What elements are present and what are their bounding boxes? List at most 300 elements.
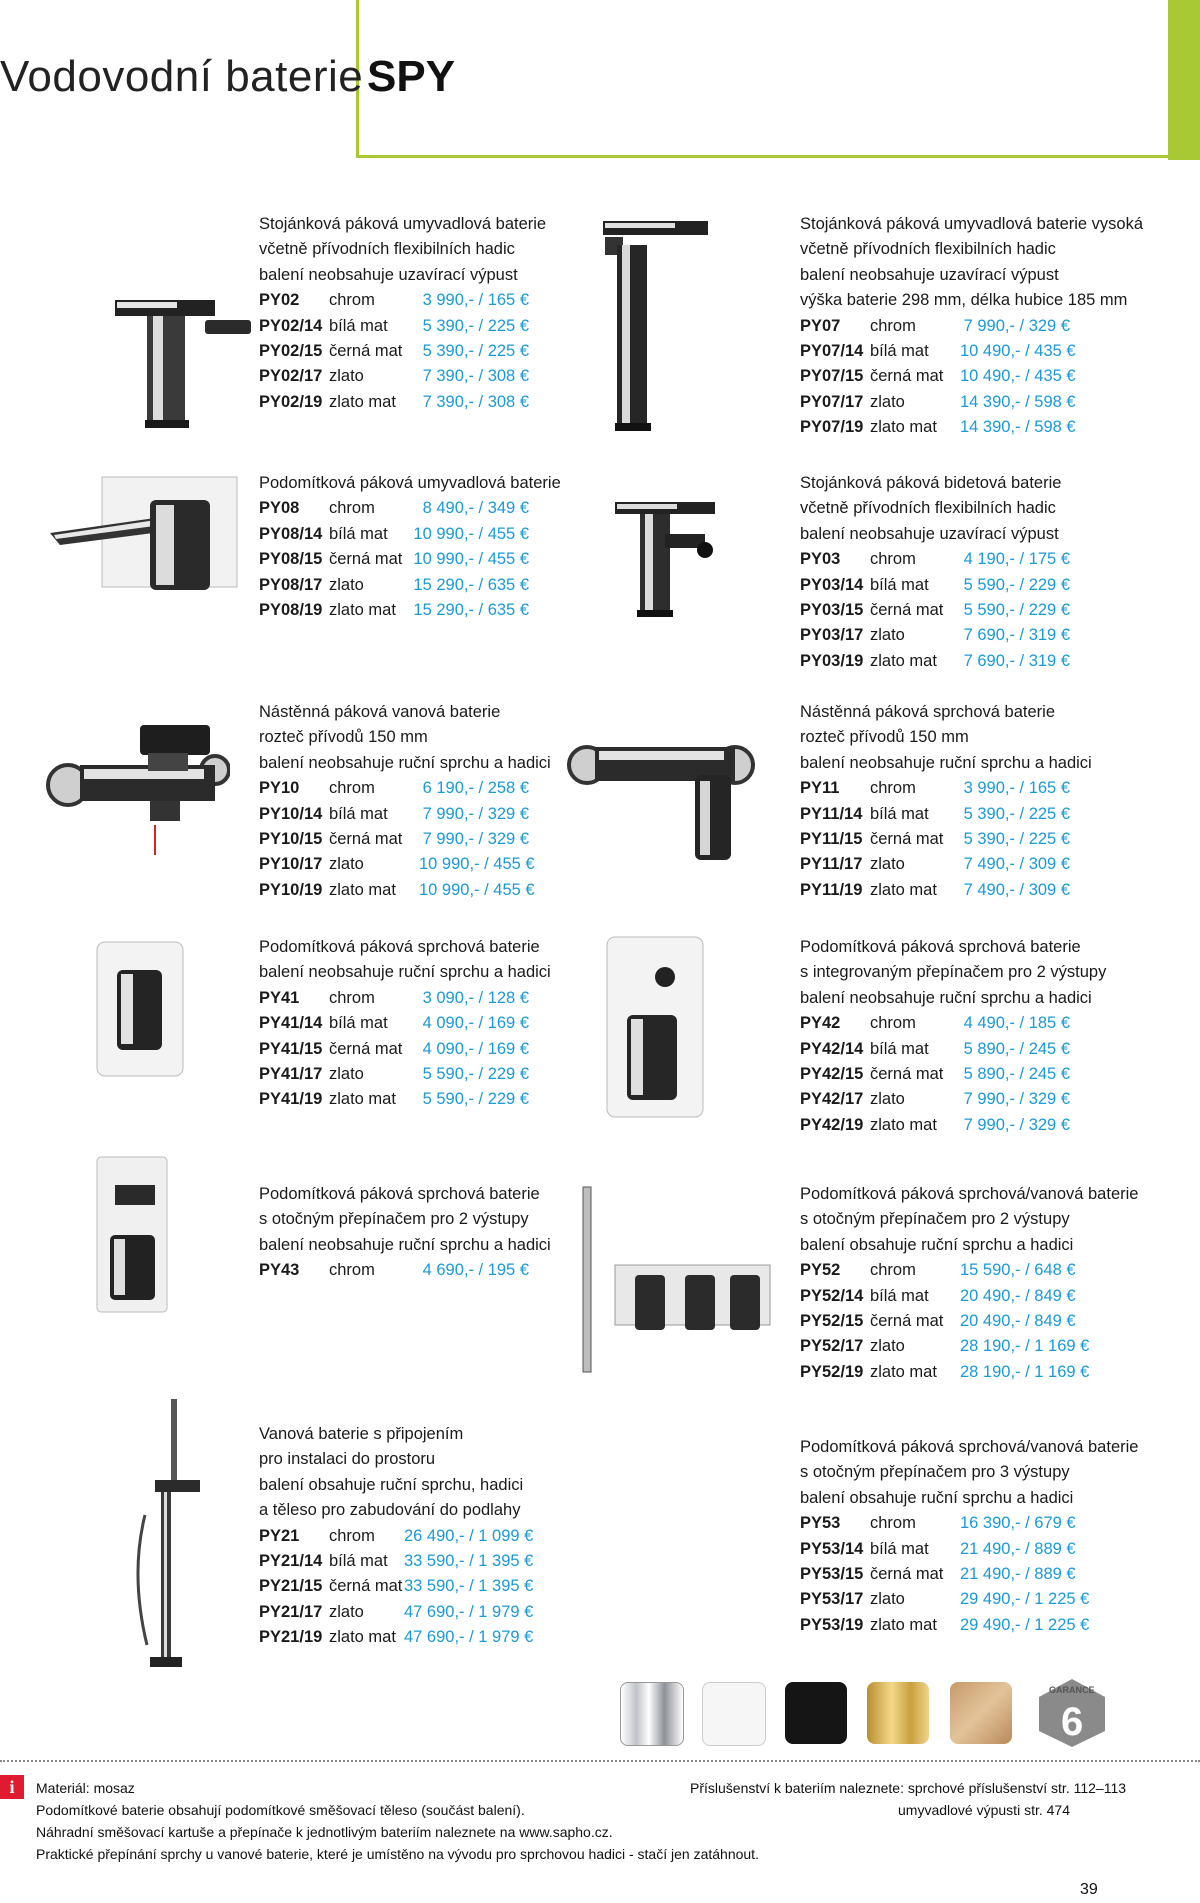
- product-description: Podomítková páková sprchová/vanová baterie: [800, 1185, 1139, 1203]
- product-description: balení neobsahuje uzavírací výpust: [259, 265, 518, 284]
- product-description: s integrovaným přepínačem pro 2 výstupy: [800, 963, 1107, 982]
- price: 28 190,- / 1 169 €: [960, 1362, 1090, 1381]
- product-description: balení neobsahuje ruční sprchu a hadici: [800, 753, 1092, 772]
- price: 4 490,- / 185 €: [963, 1014, 1070, 1033]
- concealed-shower-mixer-diverter-image: [605, 935, 705, 1120]
- finish: bílá mat: [870, 342, 929, 361]
- price: 5 390,- / 225 €: [963, 830, 1070, 849]
- product-description: Nástěnná páková sprchová baterie: [800, 703, 1055, 721]
- product-code: PY11: [800, 779, 840, 798]
- product-description: rozteč přívodů 150 mm: [259, 728, 428, 747]
- shower-wall-mixer-image: [565, 725, 755, 865]
- swatch-cerna-mat: [785, 1682, 847, 1744]
- product-code: PY21/14: [259, 1552, 323, 1571]
- price-row: [800, 1087, 1106, 1112]
- price-row: [259, 802, 551, 827]
- product-code: PY41: [259, 988, 300, 1007]
- product-code: PY41/15: [259, 1039, 323, 1058]
- product-code: PY08/19: [259, 601, 323, 620]
- price: 15 290,- / 635 €: [413, 575, 529, 594]
- product-description: a těleso pro zabudování do podlahy: [259, 1501, 521, 1520]
- product-code: PY53/19: [800, 1615, 864, 1634]
- price-row: [259, 1600, 534, 1625]
- price-row: [259, 339, 546, 364]
- price-row: [800, 314, 1143, 339]
- price: 10 990,- / 455 €: [419, 880, 535, 899]
- title-frame: [356, 0, 1168, 158]
- price-row: [259, 314, 546, 339]
- product-block-py07: [800, 212, 1143, 441]
- product-description: balení neobsahuje ruční sprchu a hadici: [259, 753, 551, 772]
- product-code: PY11/17: [800, 855, 863, 874]
- product-block-py43: [259, 1182, 551, 1284]
- finish: černá mat: [329, 550, 403, 569]
- finish: zlato mat: [870, 651, 937, 670]
- price: 7 490,- / 309 €: [963, 880, 1070, 899]
- price: 6 190,- / 258 €: [422, 779, 529, 798]
- price-row: [259, 827, 551, 852]
- finish: bílá mat: [329, 316, 388, 335]
- product-description: balení obsahuje ruční sprchu a hadici: [800, 1235, 1074, 1254]
- product-code: PY08/15: [259, 550, 323, 569]
- price: 10 990,- / 455 €: [413, 524, 529, 543]
- finish: zlato: [329, 575, 364, 594]
- product-description: včetně přívodních flexibilních hadic: [259, 240, 515, 259]
- product-code: PY10/15: [259, 830, 323, 849]
- product-code: PY02/14: [259, 316, 323, 335]
- product-code: PY41/14: [259, 1014, 323, 1033]
- product-block-py03: [800, 471, 1070, 674]
- finish: zlato: [329, 367, 364, 386]
- product-description: s otočným přepínačem pro 2 výstupy: [259, 1210, 529, 1229]
- price-row: [259, 364, 546, 389]
- price: 7 390,- / 308 €: [422, 392, 529, 411]
- price: 7 990,- / 329 €: [963, 316, 1070, 335]
- product-code: PY07/15: [800, 367, 864, 386]
- product-code: PY42: [800, 1014, 841, 1033]
- price-row: [259, 390, 546, 415]
- price-row: [259, 986, 551, 1011]
- finish: chrom: [329, 988, 375, 1007]
- product-description: Nástěnná páková vanová baterie: [259, 703, 501, 721]
- price-row: [259, 852, 551, 877]
- product-code: PY07: [800, 316, 841, 335]
- product-code: PY10: [259, 779, 300, 798]
- finish: bílá mat: [870, 1539, 929, 1558]
- price: 16 390,- / 679 €: [960, 1514, 1076, 1533]
- price: 10 490,- / 435 €: [960, 367, 1076, 386]
- product-block-py10: [259, 700, 551, 903]
- price-row: [800, 1537, 1138, 1562]
- price: 3 090,- / 128 €: [422, 988, 529, 1007]
- product-block-py42: [800, 935, 1106, 1138]
- price-row: [259, 1258, 551, 1283]
- footer-divider: [0, 1760, 1200, 1762]
- price-row: [259, 573, 561, 598]
- finish: chrom: [329, 779, 375, 798]
- product-description: Podomítková páková sprchová baterie: [259, 938, 540, 956]
- price-row: [259, 1037, 551, 1062]
- price: 5 590,- / 229 €: [963, 575, 1070, 594]
- product-description: Stojánková páková umyvadlová baterie vysoká: [800, 215, 1144, 233]
- price-row: [259, 1574, 534, 1599]
- product-block-py53: [800, 1435, 1138, 1638]
- shower-bath-mixer-set-image: [575, 1185, 775, 1375]
- product-description: Podomítková páková sprchová baterie: [259, 1185, 540, 1203]
- finish: chrom: [870, 1014, 916, 1033]
- price: 4 190,- / 175 €: [963, 550, 1070, 569]
- finish: černá mat: [870, 1565, 944, 1584]
- product-block-py21: [259, 1422, 534, 1651]
- product-description: Podomítková páková umyvadlová baterie: [259, 474, 561, 492]
- finish: zlato mat: [329, 1090, 396, 1109]
- finish: zlato: [870, 1090, 905, 1109]
- price: 7 990,- / 329 €: [422, 830, 529, 849]
- product-code: PY41/17: [259, 1065, 323, 1084]
- footer-note: Náhradní směšovací kartuše a přepínače k jednotlivým bateriím naleznete na www.sapho.cz.: [36, 1824, 613, 1840]
- product-code: PY21/19: [259, 1628, 323, 1647]
- price: 7 990,- / 329 €: [422, 804, 529, 823]
- product-description: včetně přívodních flexibilních hadic: [800, 240, 1056, 259]
- product-code: PY08: [259, 499, 300, 518]
- price: 33 590,- / 1 395 €: [404, 1552, 534, 1571]
- price-row: [259, 1524, 534, 1549]
- price: 10 490,- / 435 €: [960, 342, 1076, 361]
- price: 5 890,- / 245 €: [963, 1065, 1070, 1084]
- price: 21 490,- / 889 €: [960, 1539, 1076, 1558]
- product-description: balení neobsahuje uzavírací výpust: [800, 524, 1059, 543]
- price: 14 390,- / 598 €: [960, 418, 1076, 437]
- price-row: [259, 1549, 534, 1574]
- price-row: [800, 649, 1070, 674]
- price: 5 390,- / 225 €: [422, 342, 529, 361]
- finish: chrom: [329, 499, 375, 518]
- finish: chrom: [329, 291, 375, 310]
- guarantee-badge-icon: [1035, 1675, 1110, 1750]
- product-code: PY03/17: [800, 626, 864, 645]
- product-description: balení neobsahuje ruční sprchu a hadici: [800, 988, 1092, 1007]
- product-block-py41: [259, 935, 551, 1113]
- price: 10 990,- / 455 €: [413, 550, 529, 569]
- price-row: [259, 1087, 551, 1112]
- product-description: s otočným přepínačem pro 3 výstupy: [800, 1463, 1070, 1482]
- product-code: PY42/14: [800, 1039, 864, 1058]
- price: 5 390,- / 225 €: [422, 316, 529, 335]
- product-code: PY43: [259, 1261, 300, 1280]
- finish: bílá mat: [870, 804, 929, 823]
- product-code: PY52/14: [800, 1286, 864, 1305]
- product-code: PY03: [800, 550, 841, 569]
- finish: černá mat: [329, 1039, 403, 1058]
- price: 5 590,- / 229 €: [963, 601, 1070, 620]
- price-row: [259, 547, 561, 572]
- finish: zlato mat: [870, 418, 937, 437]
- price: 3 990,- / 165 €: [963, 779, 1070, 798]
- product-code: PY53/17: [800, 1590, 864, 1609]
- price: 4 690,- / 195 €: [422, 1261, 529, 1280]
- price: 10 990,- / 455 €: [419, 855, 535, 874]
- accent-strip: [1168, 0, 1200, 160]
- price-row: [800, 852, 1092, 877]
- price: 28 190,- / 1 169 €: [960, 1337, 1090, 1356]
- finish: černá mat: [870, 601, 944, 620]
- finish: černá mat: [329, 830, 403, 849]
- price-row: [800, 1334, 1138, 1359]
- price-row: [800, 1258, 1138, 1283]
- product-code: PY11/14: [800, 804, 863, 823]
- finish: zlato: [870, 1337, 905, 1356]
- product-code: PY11/19: [800, 880, 863, 899]
- page-title: Vodovodní baterie: [0, 52, 364, 101]
- product-code: PY42/15: [800, 1065, 864, 1084]
- price-row: [800, 827, 1092, 852]
- product-code: PY07/19: [800, 418, 864, 437]
- product-code: PY41/19: [259, 1090, 323, 1109]
- concealed-mixer-rotary-diverter-image: [95, 1155, 170, 1315]
- tall-basin-mixer-image: [595, 215, 715, 435]
- price-row: [800, 1360, 1138, 1385]
- price-row: [259, 878, 551, 903]
- price-row: [800, 802, 1092, 827]
- price-row: [259, 522, 561, 547]
- product-description: rozteč přívodů 150 mm: [800, 728, 969, 747]
- price: 47 690,- / 1 979 €: [404, 1602, 534, 1621]
- product-code: PY11/15: [800, 830, 863, 849]
- product-description: balení obsahuje ruční sprchu, hadici: [259, 1475, 524, 1494]
- swatch-zlato: [867, 1682, 929, 1744]
- price-row: [800, 1011, 1106, 1036]
- product-code: PY03/15: [800, 601, 864, 620]
- product-description: s otočným přepínačem pro 2 výstupy: [800, 1210, 1070, 1229]
- product-code: PY10/17: [259, 855, 323, 874]
- price-row: [800, 390, 1143, 415]
- price-row: [800, 1037, 1106, 1062]
- price-row: [800, 1113, 1106, 1138]
- footer-note: Praktické přepínání sprchy u vanové baterie, které je umístěno na vývodu pro sprchovou hadici - stačí jen zatáhnout.: [36, 1846, 759, 1862]
- page-header: [0, 0, 1200, 165]
- product-block-py11: [800, 700, 1092, 903]
- product-description: Podomítková páková sprchová baterie: [800, 938, 1081, 956]
- price: 4 090,- / 169 €: [422, 1039, 529, 1058]
- price-row: [259, 288, 546, 313]
- price-row: [800, 1284, 1138, 1309]
- finish: zlato: [329, 855, 364, 874]
- product-description: balení neobsahuje uzavírací výpust: [800, 265, 1059, 284]
- finish: zlato mat: [329, 392, 396, 411]
- swatch-chrom: [620, 1682, 684, 1746]
- wall-basin-mixer-image: [40, 475, 240, 595]
- price: 8 490,- / 349 €: [422, 499, 529, 518]
- product-code: PY52/19: [800, 1362, 864, 1381]
- product-code: PY42/17: [800, 1090, 864, 1109]
- price-row: [800, 1613, 1138, 1638]
- product-code: PY53/15: [800, 1565, 864, 1584]
- price: 5 590,- / 229 €: [422, 1090, 529, 1109]
- price-row: [259, 1062, 551, 1087]
- product-code: PY07/14: [800, 342, 864, 361]
- product-code: PY07/17: [800, 392, 864, 411]
- finish: černá mat: [329, 1577, 403, 1596]
- finish: černá mat: [329, 342, 403, 361]
- finish: chrom: [329, 1526, 375, 1545]
- floor-standing-bath-mixer-image: [125, 1395, 205, 1675]
- finish: bílá mat: [329, 1552, 388, 1571]
- price: 7 990,- / 329 €: [963, 1090, 1070, 1109]
- price: 20 490,- / 849 €: [960, 1286, 1076, 1305]
- price: 15 590,- / 648 €: [960, 1261, 1076, 1280]
- finish: chrom: [870, 1514, 916, 1533]
- price: 29 490,- / 1 225 €: [960, 1590, 1090, 1609]
- finish: chrom: [870, 316, 916, 335]
- product-code: PY21/15: [259, 1577, 323, 1596]
- finish: zlato: [329, 1602, 364, 1621]
- product-code: PY02/15: [259, 342, 323, 361]
- product-block-py08: [259, 471, 561, 623]
- product-description: balení neobsahuje ruční sprchu a hadici: [259, 963, 551, 982]
- price-row: [259, 776, 551, 801]
- product-block-py02: [259, 212, 546, 415]
- product-code: PY52: [800, 1261, 841, 1280]
- price: 14 390,- / 598 €: [960, 392, 1076, 411]
- finish: černá mat: [870, 1312, 944, 1331]
- price-row: [800, 364, 1143, 389]
- price-row: [259, 598, 561, 623]
- footer-note: Materiál: mosaz: [36, 1780, 135, 1796]
- finish: zlato: [870, 626, 905, 645]
- swatch-zlato-mat: [950, 1682, 1012, 1744]
- price: 7 990,- / 329 €: [963, 1115, 1070, 1134]
- finish: zlato mat: [870, 1362, 937, 1381]
- finish: chrom: [329, 1261, 375, 1280]
- product-description: výška baterie 298 mm, délka hubice 185 mm: [800, 291, 1128, 310]
- finish: bílá mat: [870, 575, 929, 594]
- product-code: PY21/17: [259, 1602, 323, 1621]
- product-description: balení obsahuje ruční sprchu a hadici: [800, 1488, 1074, 1507]
- product-code: PY53/14: [800, 1539, 864, 1558]
- price: 26 490,- / 1 099 €: [404, 1526, 534, 1545]
- finish: zlato: [870, 1590, 905, 1609]
- product-description: Stojánková páková umyvadlová baterie: [259, 215, 547, 233]
- product-code: PY42/19: [800, 1115, 864, 1134]
- price-row: [800, 878, 1092, 903]
- guarantee-years: 6: [1061, 1700, 1084, 1744]
- finish: zlato mat: [870, 1115, 937, 1134]
- price-row: [800, 415, 1143, 440]
- finish: černá mat: [870, 367, 944, 386]
- finish: zlato mat: [329, 1628, 396, 1647]
- price-row: [800, 339, 1143, 364]
- price-row: [800, 598, 1070, 623]
- price-row: [259, 1625, 534, 1650]
- product-description: včetně přívodních flexibilních hadic: [800, 499, 1056, 518]
- price: 7 690,- / 319 €: [963, 626, 1070, 645]
- price: 29 490,- / 1 225 €: [960, 1615, 1090, 1634]
- finish: chrom: [870, 1261, 916, 1280]
- finish: chrom: [870, 550, 916, 569]
- price: 20 490,- / 849 €: [960, 1312, 1076, 1331]
- price: 21 490,- / 889 €: [960, 1565, 1076, 1584]
- bidet-mixer-image: [605, 490, 725, 620]
- price: 5 590,- / 229 €: [422, 1065, 529, 1084]
- finish: bílá mat: [329, 804, 388, 823]
- price-row: [800, 623, 1070, 648]
- price-row: [800, 547, 1070, 572]
- price: 5 890,- / 245 €: [963, 1039, 1070, 1058]
- finish: bílá mat: [870, 1039, 929, 1058]
- accessories-reference: Příslušenství k bateriím naleznete: sprchové příslušenství str. 112–113: [690, 1780, 1127, 1796]
- price-row: [259, 1011, 551, 1036]
- price-row: [259, 496, 561, 521]
- page-number: 39: [1080, 1881, 1098, 1898]
- info-icon: i: [0, 1775, 24, 1799]
- price: 7 490,- / 309 €: [963, 855, 1070, 874]
- price: 5 390,- / 225 €: [963, 804, 1070, 823]
- product-code: PY03/14: [800, 575, 864, 594]
- product-block-py52: [800, 1182, 1138, 1385]
- price-row: [800, 1587, 1138, 1612]
- product-code: PY08/14: [259, 524, 323, 543]
- product-code: PY08/17: [259, 575, 323, 594]
- product-code: PY21: [259, 1526, 300, 1545]
- product-description: pro instalaci do prostoru: [259, 1450, 436, 1469]
- drain-reference: umyvadlové výpusti str. 474: [898, 1802, 1070, 1818]
- finish: zlato: [870, 392, 905, 411]
- product-code: PY02/17: [259, 367, 323, 386]
- product-code: PY52/15: [800, 1312, 864, 1331]
- product-code: PY03/19: [800, 651, 864, 670]
- price-row: [800, 1062, 1106, 1087]
- finish: bílá mat: [870, 1286, 929, 1305]
- series-name: SPY: [367, 52, 456, 101]
- finish: zlato mat: [870, 1615, 937, 1634]
- finish: černá mat: [870, 1065, 944, 1084]
- product-code: PY53: [800, 1514, 841, 1533]
- price: 3 990,- / 165 €: [422, 291, 529, 310]
- finish: zlato mat: [870, 880, 937, 899]
- price: 7 690,- / 319 €: [963, 651, 1070, 670]
- product-code: PY02: [259, 291, 300, 310]
- footer-note: Podomítkové baterie obsahují podomítkové směšovací těleso (součást balení).: [36, 1802, 525, 1818]
- product-description: Vanová baterie s připojením: [259, 1425, 464, 1443]
- price-row: [800, 1562, 1138, 1587]
- swatch-bila-mat: [702, 1682, 766, 1746]
- price-row: [800, 573, 1070, 598]
- bath-wall-mixer-image: [40, 715, 230, 855]
- product-description: Podomítková páková sprchová/vanová baterie: [800, 1438, 1139, 1456]
- finish: zlato: [329, 1065, 364, 1084]
- price: 7 390,- / 308 €: [422, 367, 529, 386]
- price: 4 090,- / 169 €: [422, 1014, 529, 1033]
- finish: zlato mat: [329, 880, 396, 899]
- price: 47 690,- / 1 979 €: [404, 1628, 534, 1647]
- finish: chrom: [870, 779, 916, 798]
- product-description: balení neobsahuje ruční sprchu a hadici: [259, 1235, 551, 1254]
- price-row: [800, 776, 1092, 801]
- product-code: PY10/14: [259, 804, 323, 823]
- product-code: PY10/19: [259, 880, 323, 899]
- finish: zlato mat: [329, 601, 396, 620]
- price-row: [800, 1309, 1138, 1334]
- finish: bílá mat: [329, 1014, 388, 1033]
- concealed-shower-mixer-image: [95, 940, 185, 1080]
- product-code: PY52/17: [800, 1337, 864, 1356]
- guarantee-label: GARANCE: [1049, 1685, 1095, 1695]
- finish: bílá mat: [329, 524, 388, 543]
- product-description: Stojánková páková bidetová baterie: [800, 474, 1062, 492]
- price: 15 290,- / 635 €: [413, 601, 529, 620]
- price: 33 590,- / 1 395 €: [404, 1577, 534, 1596]
- finish: černá mat: [870, 830, 944, 849]
